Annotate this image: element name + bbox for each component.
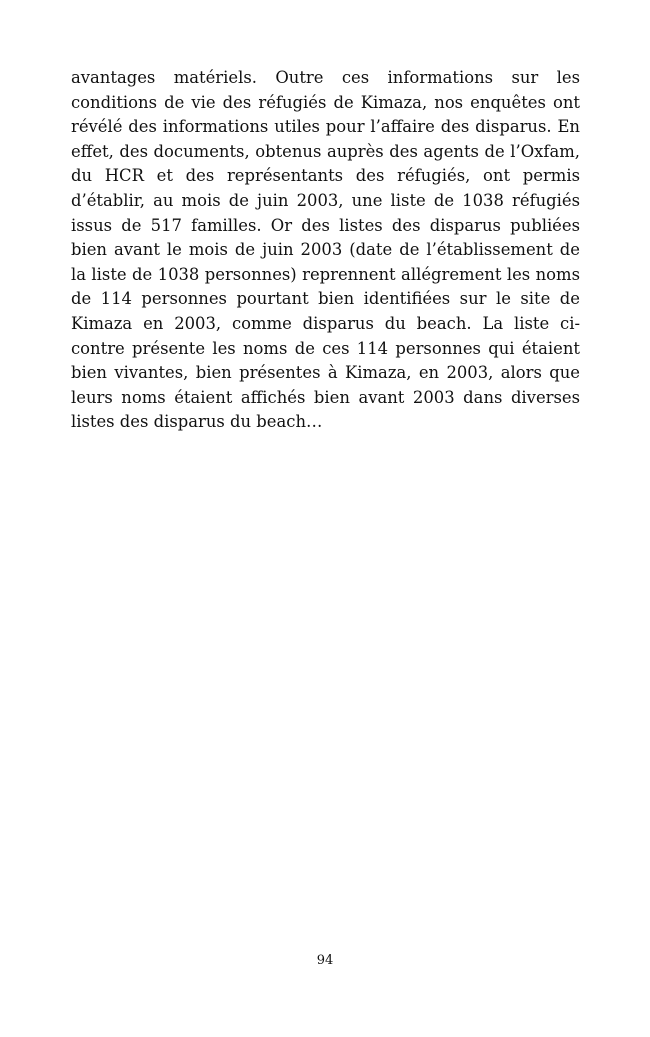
page-number: 94 xyxy=(316,953,334,968)
body-paragraph: avantages matériels. Outre ces informations sur les conditions de vie des réfugiés de Kimaza, nos enquêtes ont révélé des informations utiles pour l’affaire des disparus. En effet, des documents, obtenus auprès des agents de l’Oxfam, du HCR et des représentants des réfugiés, ont permis d’établir, au mois de juin 2003, une liste de 1038 réfugiés issus de 517 familles. Or des listes des disparus publiées bien avant le mois de juin 2003 (date de l’établissement de la liste de 1038 personnes) reprennent allégrement les noms de 114 personnes pourtant bien identifiées sur le site de Kimaza en 2003, comme disparus du beach. La liste ci-contre présente les noms de ces 114 personnes qui étaient bien vivantes, bien présentes à Kimaza, en 2003, alors que leurs noms étaient affichés bien avant 2003 dans diverses listes des disparus du beach… xyxy=(71,68,580,432)
